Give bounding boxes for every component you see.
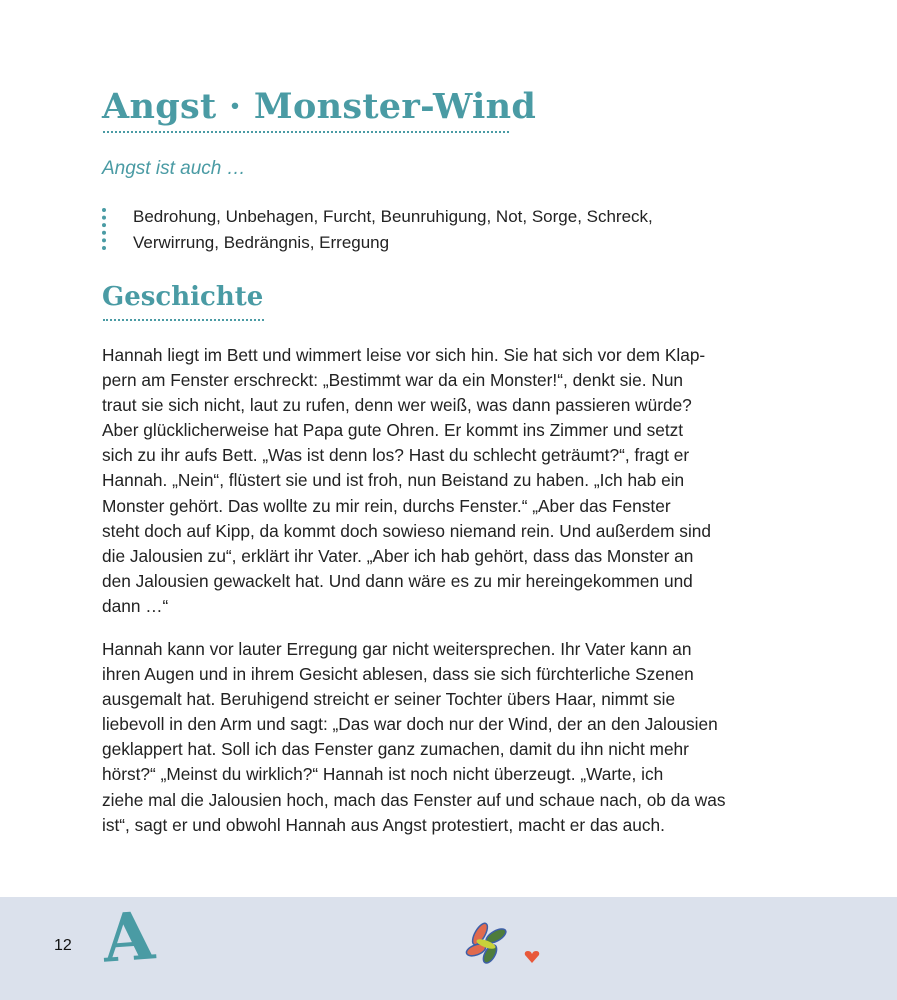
text-line: Monster gehört. Das wollte zu mir rein, durchs Fenster.“ „Aber das Fenster [102, 495, 671, 516]
text-line: Hannah. „Nein“, flüstert sie und ist froh, nun Beistand zu haben. „Ich hab ein [102, 470, 685, 491]
text-line: ihren Augen und in ihrem Gesicht ablesen, dass sie sich fürchterliche Szenen [102, 664, 694, 685]
title-underline [103, 131, 509, 133]
text-line: hörst?“ „Meinst du wirklich?“ Hannah ist noch nicht überzeugt. „Warte, ich [102, 764, 664, 785]
synonym-line: Bedrohung, Unbehagen, Furcht, Beunruhigung, Not, Sorge, Schreck, [133, 207, 653, 226]
story-paragraph-1 [102, 343, 711, 619]
text-line: steht doch auf Kipp, da kommt doch sowieso niemand rein. Und außerdem sind [102, 520, 712, 541]
list-marker [102, 208, 106, 250]
text-line: dann …“ [102, 595, 169, 616]
chapter-letter: A [100, 896, 157, 978]
section-heading: Geschichte [102, 282, 264, 312]
text-line: ausgemalt hat. Beruhigend streicht er seiner Tochter übers Haar, nimmt sie [102, 689, 676, 710]
text-line: Aber glücklicherweise hat Papa gute Ohren. Er kommt ins Zimmer und setzt [102, 420, 684, 441]
heart-icon [524, 950, 540, 964]
synonym-list [133, 204, 653, 256]
page-title: Angst · Monster-Wind [102, 86, 537, 127]
page-number: 12 [54, 937, 72, 954]
text-line: liebevoll in den Arm und sagt: „Das war doch nur der Wind, der an den Jalousien [102, 714, 718, 735]
text-line: ziehe mal die Jalousien hoch, mach das Fenster auf und schaue nach, ob da was [102, 789, 726, 810]
text-line: pern am Fenster erschreckt: „Bestimmt war da ein Monster!“, denkt sie. Nun [102, 370, 684, 391]
text-line: die Jalousien zu“, erklärt ihr Vater. „Aber ich hab gehört, dass das Monster an [102, 545, 694, 566]
subtitle: Angst ist auch … [102, 158, 246, 179]
text-line: den Jalousien gewackelt hat. Und dann wäre es zu mir hereingekommen und [102, 570, 693, 591]
section-underline [103, 319, 264, 321]
text-line: geklappert hat. Soll ich das Fenster ganz zumachen, damit du ihn nicht mehr [102, 739, 689, 760]
text-line: ist“, sagt er und obwohl Hannah aus Angst protestiert, macht er das auch. [102, 814, 665, 835]
butterfly-icon [462, 920, 512, 966]
text-line: Hannah liegt im Bett und wimmert leise vor sich hin. Sie hat sich vor dem Klap- [102, 345, 706, 365]
text-line: Hannah kann vor lauter Erregung gar nicht weitersprechen. Ihr Vater kann an [102, 639, 692, 659]
synonym-line: Verwirrung, Bedrängnis, Erregung [133, 233, 390, 252]
story-paragraph-2 [102, 637, 725, 838]
text-line: sich zu ihr aufs Bett. „Was ist denn los? Hast du schlecht geträumt?“, fragt er [102, 445, 690, 466]
text-line: traut sie sich nicht, laut zu rufen, denn wer weiß, was dann passieren würde? [102, 395, 692, 416]
